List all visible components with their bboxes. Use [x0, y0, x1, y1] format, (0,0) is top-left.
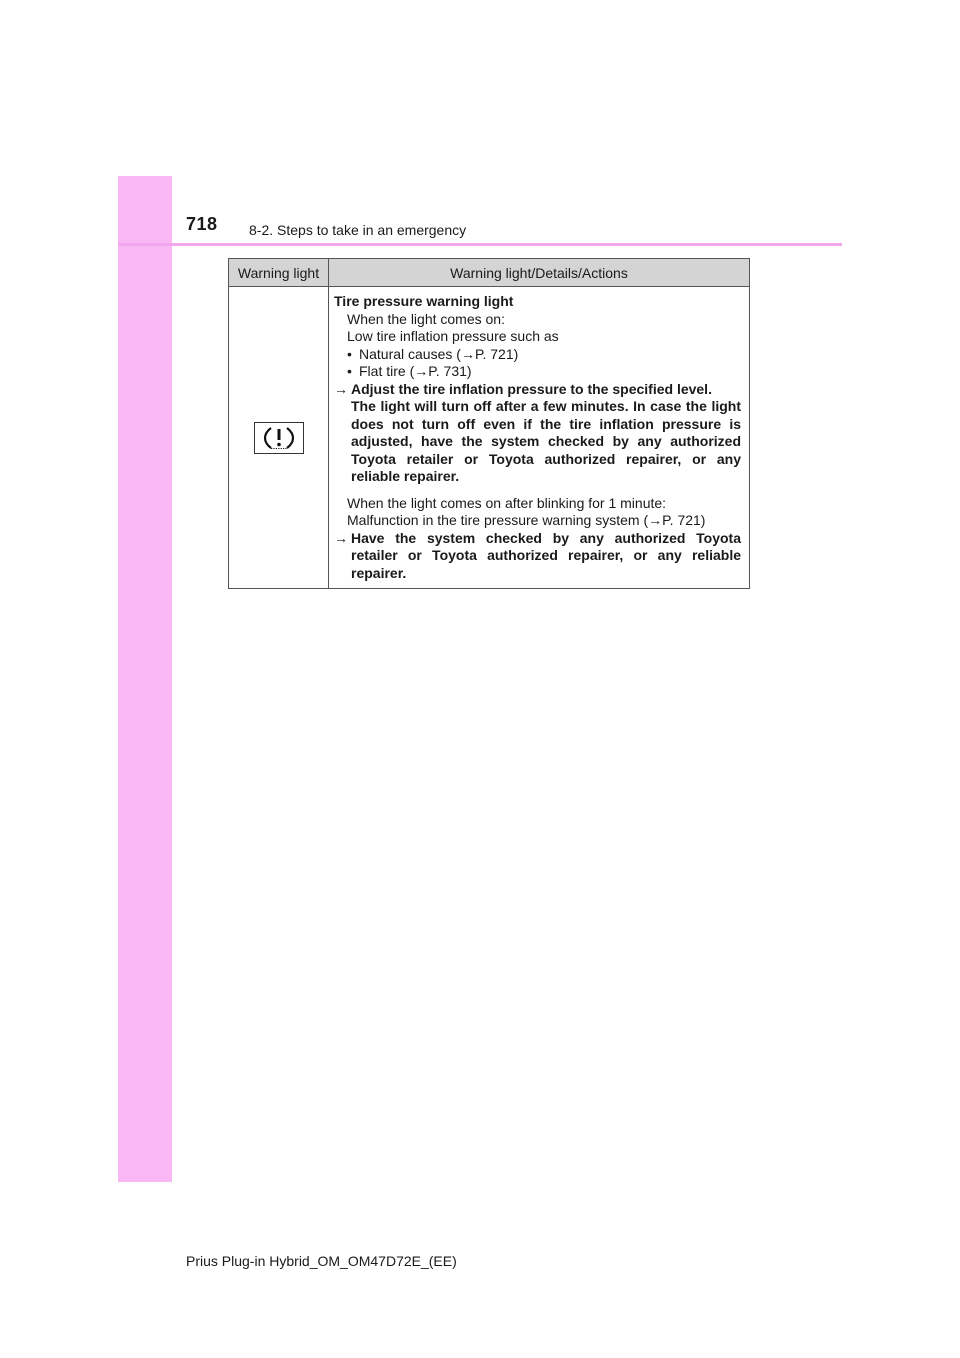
page-reference: P. 721) — [474, 345, 519, 362]
page-reference: P. 731) — [428, 363, 472, 379]
case1-cause: Low tire inflation pressure such as — [347, 328, 559, 344]
bullet-text: Natural causes ( — [359, 345, 461, 362]
action2: Have the system checked by any authorized Toyota retailer or Toyota authorized repairer, or any reliable repairer. — [351, 529, 741, 581]
list-item — [334, 363, 741, 381]
action1-a: Adjust the tire inflation pressure to the specified level. — [351, 380, 712, 397]
arrow-glyph: → — [414, 363, 429, 379]
spacer — [334, 486, 741, 495]
bullet-glyph: • — [347, 345, 352, 362]
arrow-glyph: → — [460, 345, 475, 362]
table-header-row — [229, 259, 750, 287]
tire-pressure-warning-icon — [254, 422, 304, 454]
case2-cause-text: Malfunction in the tire pressure warning system ( — [347, 512, 649, 528]
bullet-glyph: • — [347, 363, 352, 379]
warning-title: Tire pressure warning light — [334, 293, 514, 309]
section-title: 8-2. Steps to take in an emergency — [249, 222, 467, 238]
details-cell — [329, 287, 750, 589]
icon-cell — [229, 287, 329, 589]
action-adjust-pressure — [334, 381, 741, 486]
column-header-details: Warning light/Details/Actions — [329, 259, 750, 287]
case1-label: When the light comes on: — [347, 310, 505, 327]
footer-document-id: Prius Plug-in Hybrid_OM_OM47D72E_(EE) — [186, 1253, 457, 1269]
column-header-warning-light: Warning light — [229, 259, 329, 287]
header-rule — [118, 243, 842, 246]
arrow-glyph: → — [334, 380, 348, 397]
page-reference: P. 721) — [662, 512, 706, 528]
list-item — [334, 346, 741, 364]
chapter-sidebar-tab — [118, 176, 172, 1182]
page-number: 718 — [186, 214, 218, 234]
warning-light-table — [228, 258, 750, 589]
arrow-glyph: → — [648, 512, 663, 528]
case2-label: When the light comes on after blinking for 1 minute: — [347, 494, 667, 511]
bullet-text: Flat tire ( — [359, 363, 415, 379]
action1-b: The light will turn off after a few minutes. In case the light does not turn off even if the tire inflation pressure is adjusted, have the system checked by any authorized Toyota retailer or Toyota authorized repairer, or any reliable repairer. — [351, 398, 741, 484]
table-row — [229, 287, 750, 589]
case2-cause — [334, 512, 741, 530]
arrow-glyph: → — [334, 529, 348, 546]
action-system-check — [334, 530, 741, 583]
